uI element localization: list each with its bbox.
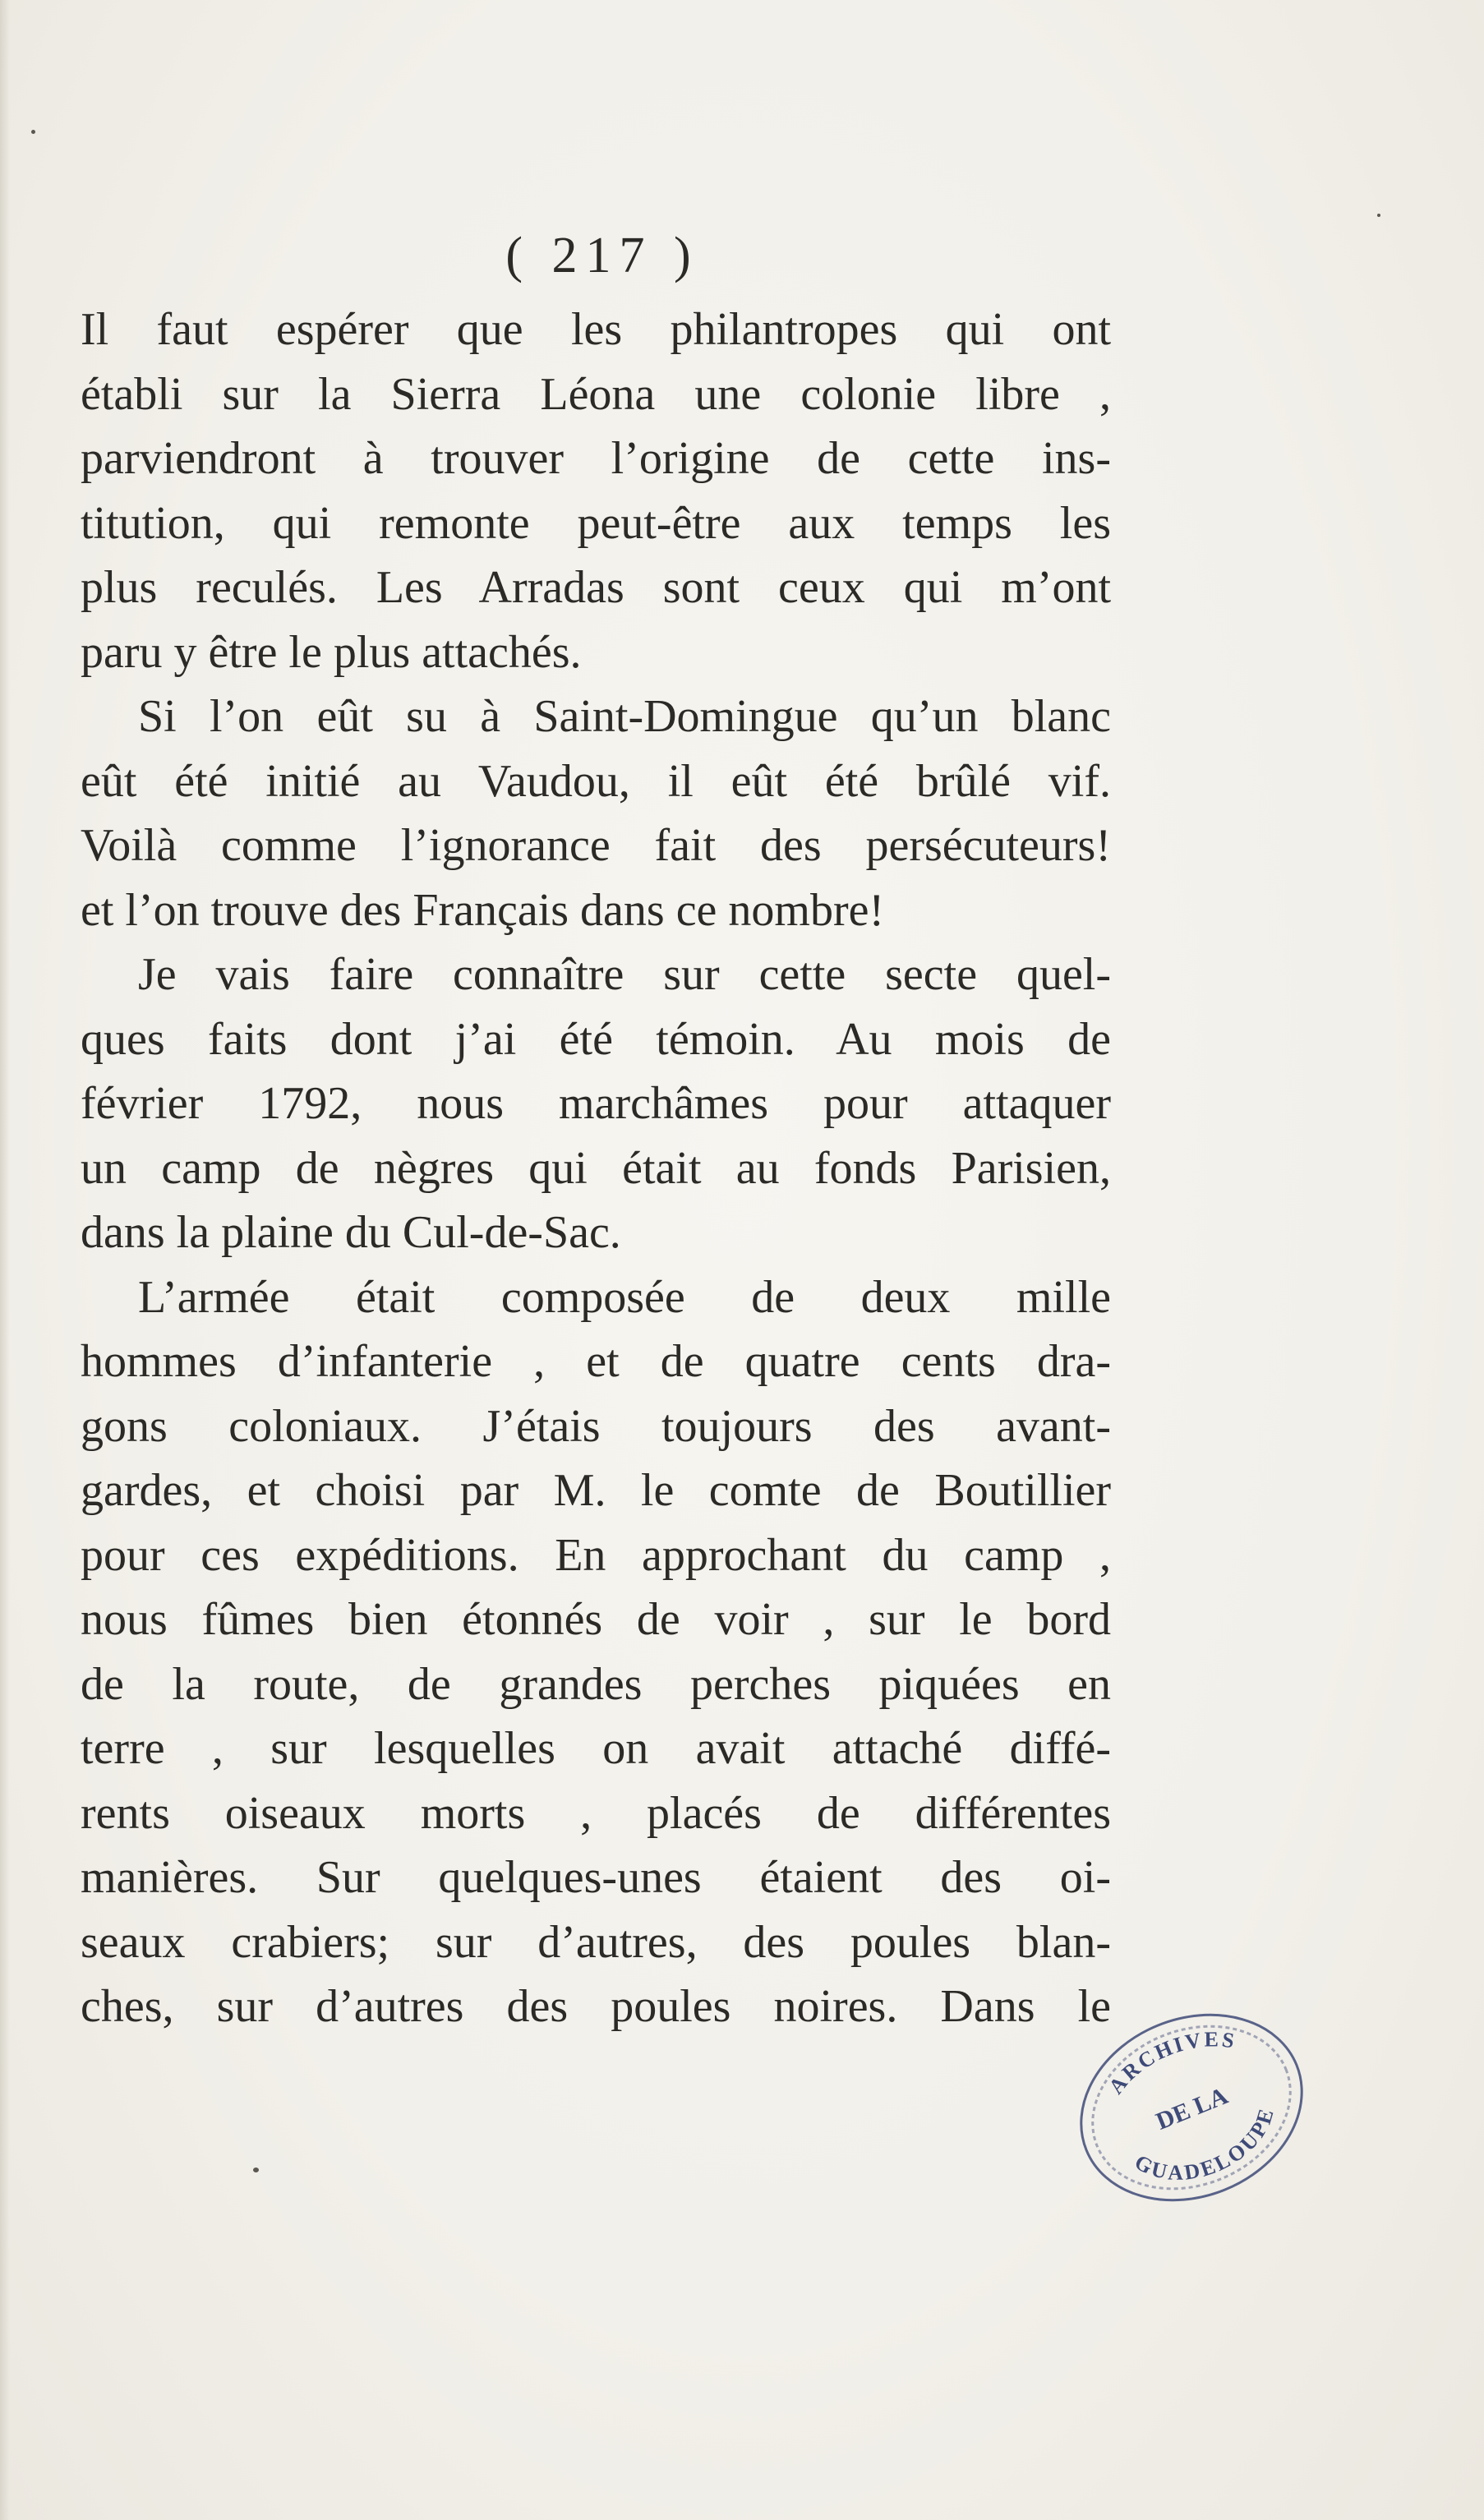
text-line: plus reculés. Les Arradas sont ceux qui m’ont <box>81 562 1111 613</box>
archive-stamp-seal-icon <box>1060 1997 1323 2218</box>
text-line: seaux crabiers; sur d’autres, des poules blan- <box>81 1916 1111 1968</box>
text-line: L’armée était composée de deux mille <box>138 1271 1111 1323</box>
text-line: titution, qui remonte peut-être aux temps les <box>81 497 1111 549</box>
paper-speck <box>253 2168 259 2172</box>
text-line: et l’on trouve des Français dans ce nombre! <box>81 884 885 936</box>
body-text <box>81 297 1111 2039</box>
text-line: Voilà comme l’ignorance fait des persécuteurs! <box>81 820 1111 871</box>
text-line: Si l’on eût su à Saint-Domingue qu’un blanc <box>138 691 1111 742</box>
svg-text:DE LA: DE LA <box>1152 2082 1232 2135</box>
text-line: pour ces expéditions. En approchant du camp , <box>81 1529 1111 1581</box>
text-line: terre , sur lesquelles on avait attaché diffé- <box>81 1723 1111 1774</box>
svg-text:ARCHIVES: ARCHIVES <box>1104 2027 1238 2098</box>
text-line: ches, sur d’autres des poules noires. Dans le <box>81 1981 1111 2032</box>
page-edge-shadow <box>0 0 10 2520</box>
text-line: février 1792, nous marchâmes pour attaquer <box>81 1078 1111 1129</box>
text-line: rents oiseaux morts , placés de différentes <box>81 1787 1111 1839</box>
text-line: nous fûmes bien étonnés de voir , sur le bord <box>81 1594 1111 1645</box>
text-line: eût été initié au Vaudou, il eût été brûlé vif. <box>81 755 1111 807</box>
text-line: Il faut espérer que les philantropes qui ont <box>81 304 1111 355</box>
text-line: dans la plaine du Cul-de-Sac. <box>81 1207 621 1258</box>
text-line: paru y être le plus attachés. <box>81 626 582 678</box>
page-number: ( 217 ) <box>505 228 699 283</box>
text-line: Je vais faire connaître sur cette secte quel- <box>138 949 1111 1000</box>
text-line: parviendront à trouver l’origine de cette ins- <box>81 433 1111 484</box>
archive-stamp <box>1060 1997 1323 2218</box>
paper-speck <box>31 130 35 134</box>
text-line: un camp de nègres qui était au fonds Parisien, <box>81 1142 1111 1194</box>
svg-text:GUADELOUPE: GUADELOUPE <box>1131 2103 1279 2185</box>
paper-speck <box>1377 214 1380 217</box>
text-line: hommes d’infanterie , et de quatre cents dra- <box>81 1336 1111 1387</box>
text-line: établi sur la Sierra Léona une colonie libre , <box>81 368 1111 420</box>
text-line: manières. Sur quelques-unes étaient des oi- <box>81 1852 1111 1903</box>
text-line: gardes, et choisi par M. le comte de Boutillier <box>81 1465 1111 1516</box>
text-line: ques faits dont j’ai été témoin. Au mois de <box>81 1013 1111 1065</box>
text-line: de la route, de grandes perches piquées en <box>81 1658 1111 1710</box>
text-line: gons coloniaux. J’étais toujours des avant- <box>81 1400 1111 1452</box>
